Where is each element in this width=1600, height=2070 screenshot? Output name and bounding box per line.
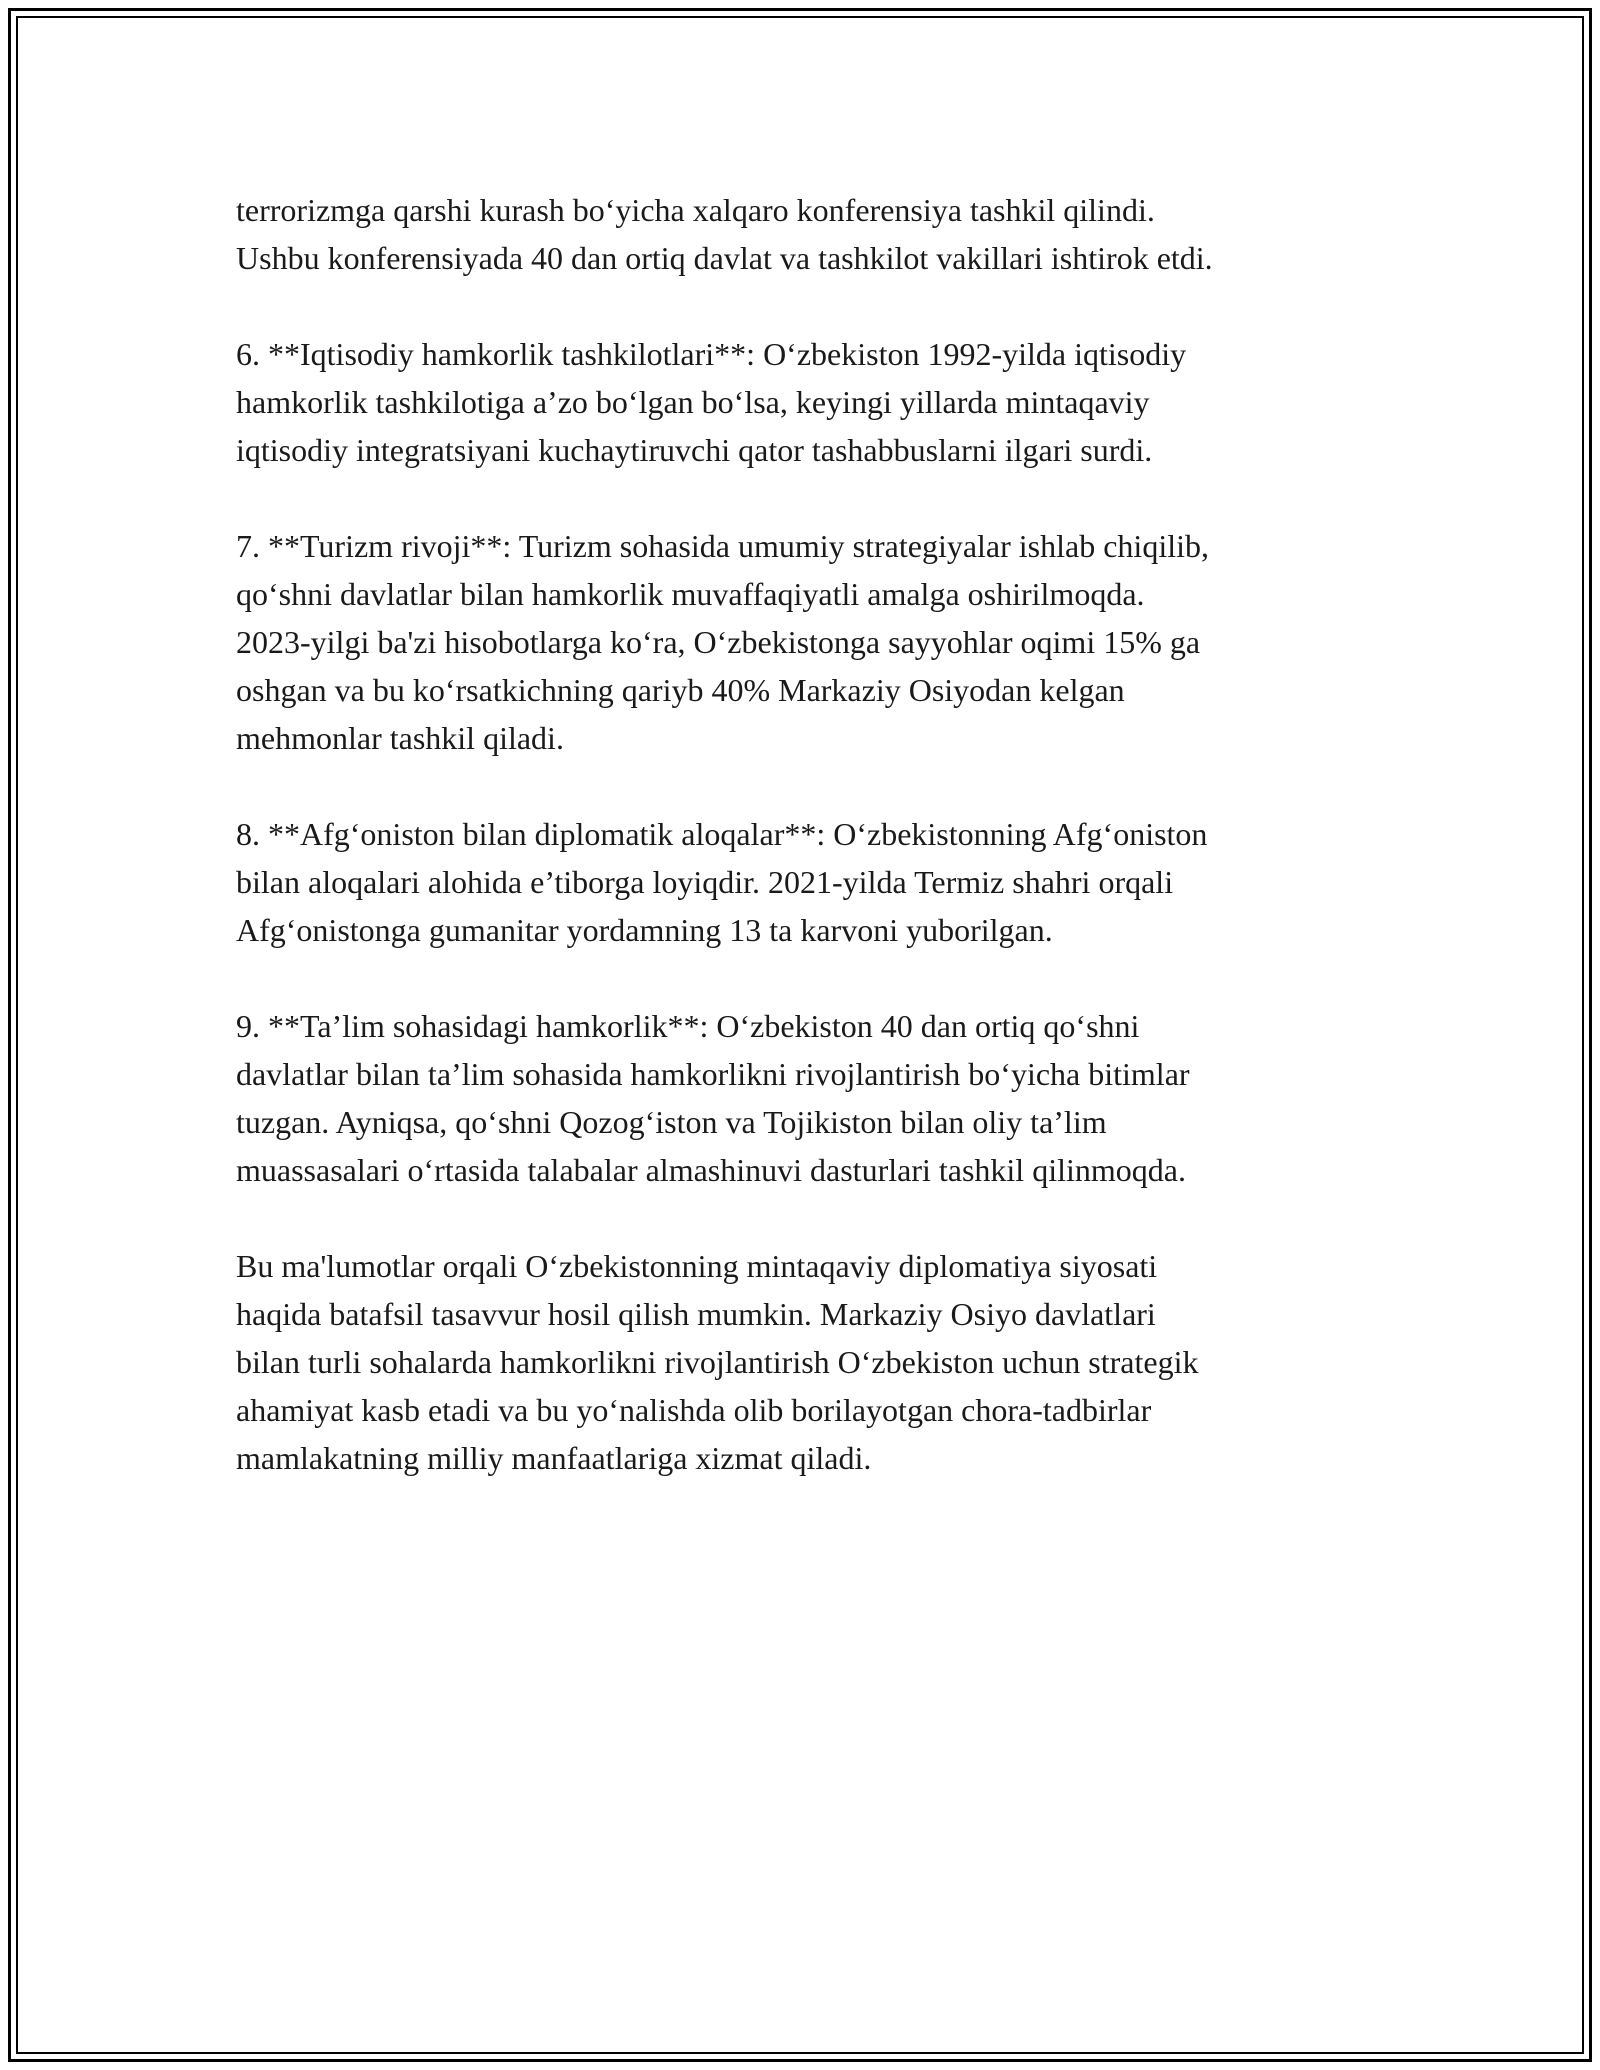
paragraph-economic-cooperation: 6. **Iqtisodiy hamkorlik tashkilotlari**: O‘zbekiston 1992-yilda iqtisodiy hamkorlik tashkilotiga a’zo bo‘lgan bo‘lsa, keyingi yillarda mintaqaviy iqtisodiy integratsiyani kuchaytiruvchi qator tashabbuslarni ilgari surdi. [236,336,1187,468]
document-body [236,186,1416,1482]
paragraph-tourism: 7. **Turizm rivoji**: Turizm sohasida umumiy strategiyalar ishlab chiqilib, qo‘shni davlatlar bilan hamkorlik muvaffaqiyatli amalga oshirilmoqda. 2023-yilgi ba'zi hisobotlarga ko‘ra, O‘zbekistonga sayyohlar oqimi 15% ga oshgan va bu ko‘rsatkichning qariyb 40% Markaziy Osiyodan kelgan mehmonlar tashkil qiladi. [236,528,1209,756]
paragraph-terrorism-conference: terrorizmga qarshi kurash bo‘yicha xalqaro konferensiya tashkil qilindi. Ushbu konferensiyada 40 dan ortiq davlat va tashkilot vakillari ishtirok etdi. [236,192,1213,276]
paragraph-education-cooperation: 9. **Ta’lim sohasidagi hamkorlik**: O‘zbekiston 40 dan ortiq qo‘shni davlatlar bilan ta’lim sohasida hamkorlikni rivojlantirish bo‘yicha bitimlar tuzgan. Ayniqsa, qo‘shni Qozog‘iston va Tojikiston bilan oliy ta’lim muassasalari o‘rtasida talabalar almashinuvi dasturlari tashkil qilinmoqda. [236,1008,1190,1188]
paragraph-afghanistan-relations: 8. **Afg‘oniston bilan diplomatik aloqalar**: O‘zbekistonning Afg‘oniston bilan aloqalari alohida e’tiborga loyiqdir. 2021-yilda Termiz shahri orqali Afg‘onistonga gumanitar yordamning 13 ta karvoni yuborilgan. [236,816,1208,948]
paragraph-conclusion: Bu ma'lumotlar orqali O‘zbekistonning mintaqaviy diplomatiya siyosati haqida batafsil tasavvur hosil qilish mumkin. Markaziy Osiyo davlatlari bilan turli sohalarda hamkorlikni rivojlantirish O‘zbekiston uchun strategik ahamiyat kasb etadi va bu yo‘nalishda olib borilayotgan chora-tadbirlar mamlakatning milliy manfaatlariga xizmat qiladi. [236,1248,1199,1476]
